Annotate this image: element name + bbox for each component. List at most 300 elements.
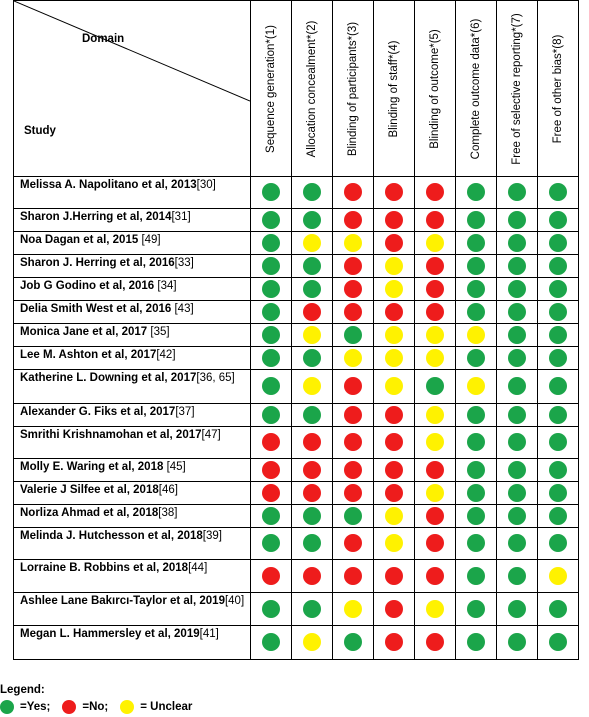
rating-yes-dot: [549, 234, 567, 252]
rating-no-dot: [426, 534, 444, 552]
rating-cell: [497, 528, 538, 560]
rating-cell: [415, 560, 456, 593]
study-reference: [35]: [147, 326, 170, 338]
legend-label: =Yes;: [20, 701, 51, 713]
study-name: Katherine L. Downing et al, 2017: [20, 372, 197, 384]
rating-cell: [251, 404, 292, 427]
rating-unclear-dot: [385, 507, 403, 525]
rating-yes-dot: [467, 534, 485, 552]
legend-item: [62, 700, 108, 714]
rating-cell: [333, 324, 374, 347]
rating-no-dot: [426, 280, 444, 298]
rating-cell: [538, 482, 579, 505]
rating-cell: [333, 626, 374, 660]
rating-unclear-dot: [467, 326, 485, 344]
study-cell: [14, 427, 251, 459]
rating-yes-dot: [262, 183, 280, 201]
rating-cell: [415, 593, 456, 626]
rating-yes-dot: [262, 534, 280, 552]
rating-cell: [374, 626, 415, 660]
rating-yes-dot: [467, 234, 485, 252]
table-row: [14, 505, 579, 528]
study-name: Job G Godino et al, 2016: [20, 280, 155, 292]
rating-no-dot: [344, 303, 362, 321]
rating-no-dot: [344, 534, 362, 552]
rating-no-dot: [262, 433, 280, 451]
rating-yes-dot: [303, 600, 321, 618]
rating-cell: [333, 370, 374, 404]
rating-cell: [374, 482, 415, 505]
study-cell: [14, 528, 251, 560]
rating-cell: [251, 177, 292, 209]
rating-no-dot: [426, 303, 444, 321]
rating-cell: [251, 370, 292, 404]
rating-no-dot: [426, 461, 444, 479]
rating-no-dot: [344, 433, 362, 451]
rating-cell: [538, 459, 579, 482]
study-reference: [41]: [199, 628, 219, 640]
rating-no-dot: [426, 183, 444, 201]
rating-cell: [415, 482, 456, 505]
domain-header: [538, 1, 579, 177]
legend-dot: [62, 700, 76, 714]
rating-cell: [374, 301, 415, 324]
rating-cell: [333, 404, 374, 427]
table-row: [14, 459, 579, 482]
study-reference: [46]: [158, 484, 178, 496]
rating-no-dot: [426, 507, 444, 525]
study-cell: [14, 177, 251, 209]
rating-yes-dot: [508, 633, 526, 651]
rating-cell: [415, 255, 456, 278]
rating-cell: [538, 209, 579, 232]
rating-no-dot: [385, 567, 403, 585]
rating-no-dot: [344, 484, 362, 502]
rating-yes-dot: [549, 484, 567, 502]
rating-yes-dot: [303, 534, 321, 552]
rating-cell: [415, 278, 456, 301]
rating-unclear-dot: [549, 567, 567, 585]
rating-yes-dot: [303, 280, 321, 298]
rating-yes-dot: [303, 507, 321, 525]
rating-yes-dot: [467, 349, 485, 367]
rating-cell: [456, 209, 497, 232]
rating-no-dot: [385, 433, 403, 451]
table-row: [14, 593, 579, 626]
rating-yes-dot: [549, 633, 567, 651]
rating-cell: [456, 324, 497, 347]
rating-unclear-dot: [426, 326, 444, 344]
rating-yes-dot: [262, 377, 280, 395]
table-row: [14, 370, 579, 404]
domain-header-label: Blinding of outcome*(5): [429, 28, 441, 149]
rating-cell: [415, 177, 456, 209]
rating-yes-dot: [508, 326, 526, 344]
rating-cell: [374, 560, 415, 593]
rating-no-dot: [385, 633, 403, 651]
study-reference: [34]: [154, 280, 177, 292]
rating-yes-dot: [508, 567, 526, 585]
rating-cell: [415, 528, 456, 560]
study-cell: [14, 560, 251, 593]
rating-yes-dot: [549, 461, 567, 479]
legend-item: [120, 700, 192, 714]
study-cell: [14, 626, 251, 660]
study-name: Lorraine B. Robbins et al, 2018: [20, 562, 189, 574]
rating-yes-dot: [467, 303, 485, 321]
rating-cell: [374, 427, 415, 459]
rating-cell: [497, 347, 538, 370]
rating-cell: [251, 593, 292, 626]
rating-cell: [497, 404, 538, 427]
rating-unclear-dot: [426, 406, 444, 424]
rating-unclear-dot: [303, 377, 321, 395]
legend-title: Legend:: [0, 684, 45, 696]
study-name: Alexander G. Fiks et al, 2017: [20, 406, 176, 418]
study-cell: [14, 459, 251, 482]
rating-yes-dot: [508, 303, 526, 321]
rating-cell: [374, 255, 415, 278]
rating-cell: [292, 209, 333, 232]
rating-yes-dot: [508, 349, 526, 367]
domain-header-label: Blinding of staff*(4): [388, 40, 400, 137]
rating-cell: [333, 528, 374, 560]
rating-cell: [456, 427, 497, 459]
rating-cell: [497, 505, 538, 528]
rating-cell: [251, 255, 292, 278]
rating-yes-dot: [262, 303, 280, 321]
rating-cell: [538, 278, 579, 301]
domain-header-label: Free of other bias*(8): [552, 34, 564, 143]
table-row: [14, 404, 579, 427]
rating-cell: [292, 324, 333, 347]
rating-no-dot: [344, 257, 362, 275]
rating-no-dot: [303, 433, 321, 451]
rating-cell: [251, 560, 292, 593]
rating-cell: [374, 347, 415, 370]
study-reference: [31]: [171, 211, 191, 223]
rating-cell: [497, 255, 538, 278]
rating-yes-dot: [303, 183, 321, 201]
rating-cell: [374, 459, 415, 482]
rating-unclear-dot: [426, 349, 444, 367]
rating-yes-dot: [262, 280, 280, 298]
rating-yes-dot: [508, 461, 526, 479]
rating-yes-dot: [508, 600, 526, 618]
rating-cell: [538, 177, 579, 209]
rating-yes-dot: [467, 507, 485, 525]
rating-cell: [292, 232, 333, 255]
rating-cell: [497, 301, 538, 324]
rating-cell: [456, 347, 497, 370]
rating-yes-dot: [303, 349, 321, 367]
rating-yes-dot: [467, 406, 485, 424]
rating-cell: [251, 278, 292, 301]
rating-unclear-dot: [344, 349, 362, 367]
study-reference: [36, 65]: [196, 372, 235, 384]
study-name: Norliza Ahmad et al, 2018: [20, 507, 159, 519]
study-cell: [14, 593, 251, 626]
legend-dot: [120, 700, 134, 714]
rating-yes-dot: [344, 633, 362, 651]
rating-cell: [538, 505, 579, 528]
rating-no-dot: [344, 406, 362, 424]
rating-cell: [333, 232, 374, 255]
rating-cell: [497, 560, 538, 593]
rating-yes-dot: [549, 326, 567, 344]
rating-yes-dot: [508, 507, 526, 525]
rating-yes-dot: [262, 326, 280, 344]
rating-cell: [456, 505, 497, 528]
rating-yes-dot: [467, 484, 485, 502]
rating-cell: [456, 560, 497, 593]
rating-yes-dot: [549, 349, 567, 367]
rating-yes-dot: [262, 257, 280, 275]
rating-cell: [456, 626, 497, 660]
rating-cell: [251, 324, 292, 347]
domain-label: Domain: [82, 33, 125, 45]
rating-cell: [251, 528, 292, 560]
rating-cell: [292, 505, 333, 528]
rating-no-dot: [385, 211, 403, 229]
rating-no-dot: [344, 211, 362, 229]
rating-unclear-dot: [303, 633, 321, 651]
rating-cell: [251, 482, 292, 505]
rating-cell: [415, 324, 456, 347]
rating-yes-dot: [549, 507, 567, 525]
rating-cell: [251, 459, 292, 482]
rating-yes-dot: [467, 183, 485, 201]
study-name: Valerie J Silfee et al, 2018: [20, 484, 159, 496]
domain-header: [497, 1, 538, 177]
rating-cell: [374, 404, 415, 427]
study-cell: [14, 232, 251, 255]
rating-yes-dot: [303, 406, 321, 424]
rating-cell: [333, 593, 374, 626]
rating-unclear-dot: [426, 234, 444, 252]
domain-header-label: Sequence generation*(1): [265, 24, 277, 153]
rating-no-dot: [385, 303, 403, 321]
rating-no-dot: [426, 567, 444, 585]
study-cell: [14, 301, 251, 324]
rating-yes-dot: [549, 303, 567, 321]
rating-cell: [415, 459, 456, 482]
rating-unclear-dot: [303, 326, 321, 344]
rating-cell: [292, 347, 333, 370]
study-cell: [14, 278, 251, 301]
rating-cell: [415, 404, 456, 427]
domain-header: [415, 1, 456, 177]
rating-cell: [292, 560, 333, 593]
study-reference: [38]: [158, 507, 178, 519]
rating-no-dot: [385, 183, 403, 201]
rating-cell: [333, 427, 374, 459]
rating-cell: [292, 404, 333, 427]
rating-yes-dot: [549, 600, 567, 618]
study-cell: [14, 209, 251, 232]
study-reference: [42]: [156, 349, 176, 361]
domain-header: [292, 1, 333, 177]
rating-yes-dot: [303, 211, 321, 229]
rating-no-dot: [385, 234, 403, 252]
rating-yes-dot: [467, 600, 485, 618]
study-name: Megan L. Hammersley et al, 2019: [20, 628, 200, 640]
rating-yes-dot: [262, 349, 280, 367]
rating-cell: [333, 459, 374, 482]
rating-yes-dot: [549, 257, 567, 275]
rating-yes-dot: [467, 433, 485, 451]
table-row: [14, 626, 579, 660]
rating-cell: [456, 301, 497, 324]
rating-cell: [497, 593, 538, 626]
rating-yes-dot: [549, 534, 567, 552]
rating-cell: [456, 528, 497, 560]
header-row: [14, 1, 579, 177]
rating-unclear-dot: [385, 326, 403, 344]
rating-cell: [538, 324, 579, 347]
rating-cell: [497, 459, 538, 482]
rating-cell: [333, 177, 374, 209]
study-cell: [14, 370, 251, 404]
rating-unclear-dot: [344, 600, 362, 618]
rating-cell: [415, 347, 456, 370]
rating-cell: [538, 593, 579, 626]
study-name: Monica Jane et al, 2017: [20, 326, 148, 338]
rating-cell: [292, 593, 333, 626]
rating-yes-dot: [344, 326, 362, 344]
study-reference: [37]: [175, 406, 195, 418]
rating-unclear-dot: [385, 349, 403, 367]
rating-cell: [497, 232, 538, 255]
rating-cell: [374, 370, 415, 404]
rating-no-dot: [262, 484, 280, 502]
rating-cell: [374, 232, 415, 255]
rating-cell: [292, 528, 333, 560]
rating-cell: [292, 370, 333, 404]
rating-yes-dot: [508, 484, 526, 502]
rating-unclear-dot: [426, 600, 444, 618]
rating-cell: [292, 278, 333, 301]
study-name: Melinda J. Hutchesson et al, 2018: [20, 530, 203, 542]
rating-cell: [374, 177, 415, 209]
rating-cell: [292, 301, 333, 324]
rating-yes-dot: [344, 507, 362, 525]
rating-cell: [415, 370, 456, 404]
rating-no-dot: [426, 211, 444, 229]
rating-no-dot: [385, 406, 403, 424]
rating-cell: [251, 232, 292, 255]
rating-no-dot: [344, 461, 362, 479]
table-row: [14, 209, 579, 232]
rating-no-dot: [303, 461, 321, 479]
rating-yes-dot: [262, 406, 280, 424]
study-reference: [30]: [196, 179, 216, 191]
domain-study-corner: [14, 1, 251, 177]
study-name: Ashlee Lane Bakırcı-Taylor et al, 2019: [20, 595, 225, 607]
rating-yes-dot: [262, 234, 280, 252]
study-cell: [14, 404, 251, 427]
rating-yes-dot: [262, 211, 280, 229]
rating-cell: [538, 370, 579, 404]
rating-yes-dot: [303, 257, 321, 275]
rating-cell: [374, 278, 415, 301]
rating-cell: [497, 324, 538, 347]
rating-cell: [456, 232, 497, 255]
study-name: Delia Smith West et al, 2016: [20, 303, 172, 315]
rating-cell: [333, 278, 374, 301]
rating-cell: [292, 626, 333, 660]
rating-cell: [415, 505, 456, 528]
rating-no-dot: [344, 377, 362, 395]
rating-cell: [538, 528, 579, 560]
table-row: [14, 347, 579, 370]
study-reference: [33]: [174, 257, 194, 269]
rating-yes-dot: [508, 234, 526, 252]
rating-no-dot: [262, 461, 280, 479]
table-body: [14, 177, 579, 660]
domain-header-label: Free of selective reporting*(7): [511, 12, 523, 165]
rating-cell: [333, 560, 374, 593]
rating-no-dot: [262, 567, 280, 585]
table-row: [14, 482, 579, 505]
study-cell: [14, 347, 251, 370]
table-row: [14, 255, 579, 278]
rating-cell: [374, 593, 415, 626]
rating-unclear-dot: [426, 433, 444, 451]
study-reference: [39]: [202, 530, 222, 542]
study-reference: [40]: [224, 595, 245, 607]
study-name: Lee M. Ashton et al, 2017: [20, 349, 157, 361]
rating-cell: [333, 505, 374, 528]
study-cell: [14, 324, 251, 347]
rating-cell: [292, 177, 333, 209]
rating-cell: [497, 177, 538, 209]
rating-no-dot: [303, 484, 321, 502]
rating-no-dot: [303, 567, 321, 585]
study-name: Molly E. Waring et al, 2018: [20, 461, 164, 473]
rating-cell: [415, 209, 456, 232]
rating-cell: [292, 255, 333, 278]
legend-item: [0, 700, 50, 714]
rating-cell: [538, 560, 579, 593]
rating-yes-dot: [262, 633, 280, 651]
rating-yes-dot: [549, 377, 567, 395]
rating-cell: [251, 301, 292, 324]
rating-cell: [333, 482, 374, 505]
rating-cell: [374, 505, 415, 528]
rating-no-dot: [385, 484, 403, 502]
study-cell: [14, 482, 251, 505]
rating-yes-dot: [508, 433, 526, 451]
rating-yes-dot: [426, 377, 444, 395]
rating-yes-dot: [467, 211, 485, 229]
rating-cell: [333, 347, 374, 370]
rating-cell: [292, 482, 333, 505]
rating-cell: [374, 209, 415, 232]
study-reference: [43]: [171, 303, 194, 315]
rating-cell: [497, 482, 538, 505]
rating-yes-dot: [467, 633, 485, 651]
rating-yes-dot: [508, 211, 526, 229]
rating-yes-dot: [549, 406, 567, 424]
rating-unclear-dot: [303, 234, 321, 252]
rating-cell: [456, 404, 497, 427]
legend-dot: [0, 700, 14, 714]
rating-yes-dot: [262, 507, 280, 525]
table-row: [14, 427, 579, 459]
rating-cell: [456, 177, 497, 209]
rating-cell: [456, 278, 497, 301]
